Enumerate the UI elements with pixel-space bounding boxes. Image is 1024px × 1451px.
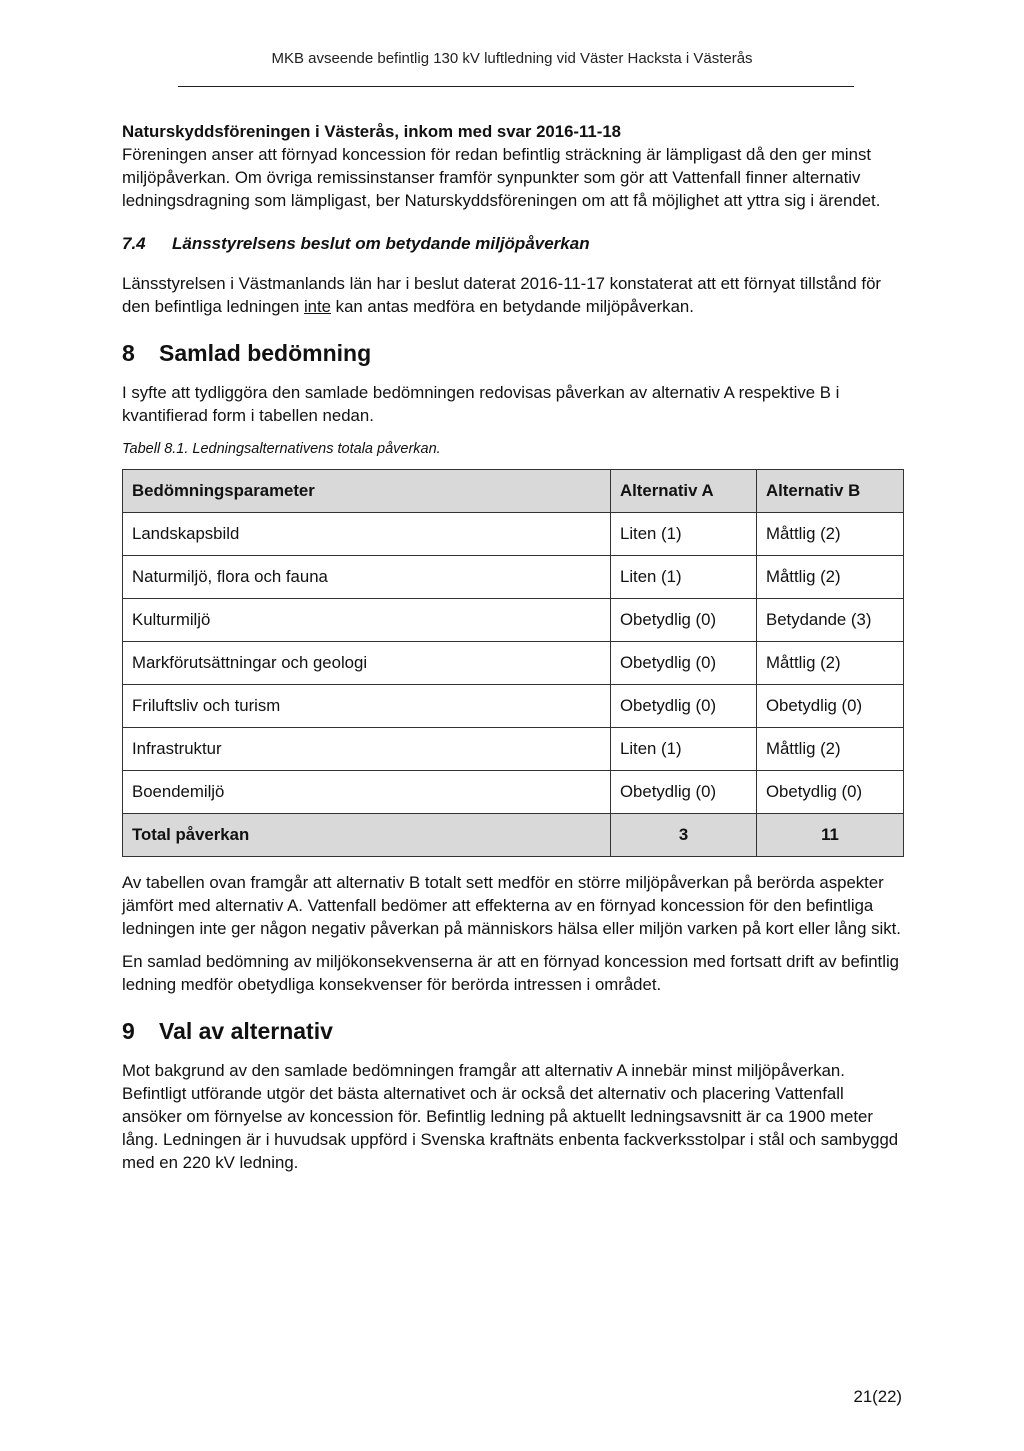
- table-cell: Måttlig (2): [757, 513, 904, 556]
- total-value-b: 11: [757, 814, 904, 857]
- section-number: 8: [122, 340, 135, 366]
- table-cell: Obetydlig (0): [611, 685, 757, 728]
- table-cell: Kulturmiljö: [123, 599, 611, 642]
- body-text-start: Länsstyrelsen i Västmanlands län har i beslut daterat 2016-11-17 konstaterat att ett förnyat tillstånd för den befintliga ledningen: [122, 274, 881, 316]
- section-title: Länsstyrelsens beslut om betydande miljöpåverkan: [172, 234, 590, 253]
- table-cell: Liten (1): [611, 513, 757, 556]
- header-divider: [178, 86, 854, 87]
- table-cell: Måttlig (2): [757, 728, 904, 771]
- document-body: [122, 120, 907, 1174]
- table-row: [123, 556, 904, 599]
- section-7-4-body: [122, 272, 907, 318]
- section-9-heading: [122, 1018, 907, 1045]
- table-total-row: [123, 814, 904, 857]
- table-cell: Boendemiljö: [123, 771, 611, 814]
- table-header-cell: Alternativ A: [611, 470, 757, 513]
- total-value-a: 3: [611, 814, 757, 857]
- nf-heading: Naturskyddsföreningen i Västerås, inkom med svar 2016-11-18: [122, 122, 621, 141]
- table-row: [123, 685, 904, 728]
- table-row: [123, 642, 904, 685]
- table-cell: Obetydlig (0): [611, 599, 757, 642]
- table-cell: Liten (1): [611, 556, 757, 599]
- table-header-cell: Bedömningsparameter: [123, 470, 611, 513]
- underlined-word: inte: [303, 297, 332, 316]
- table-header-cell: Alternativ B: [757, 470, 904, 513]
- body-text-end: kan antas medföra en betydande miljöpåverkan.: [331, 297, 694, 316]
- page-header: MKB avseende befintlig 130 kV luftledning vid Väster Hacksta i Västerås: [271, 50, 753, 67]
- table-cell: Måttlig (2): [757, 642, 904, 685]
- table-cell: Liten (1): [611, 728, 757, 771]
- table-row: [123, 771, 904, 814]
- table-cell: Obetydlig (0): [611, 642, 757, 685]
- section-9-body: Mot bakgrund av den samlade bedömningen framgår att alternativ A innebär minst miljöpåverkan. Befintligt utförande utgör det bästa alternativet och är också det alternativ och placering Vattenfall ansöker om förnyelse av koncession för. Befintlig ledning på aktuellt ledningsavsnitt är ca 1900 meter lång. Ledningen är i huvudsak uppförd i Svenska kraftnäts enbenta fackverksstolpar i stål och sambyggd med en 220 kV ledning.: [122, 1061, 899, 1172]
- page-number: 21(22): [853, 1387, 902, 1406]
- table-caption: Tabell 8.1. Ledningsalternativens totala påverkan.: [122, 441, 441, 457]
- impact-table: [122, 469, 904, 857]
- total-label: Total påverkan: [123, 814, 611, 857]
- section-number: 7.4: [122, 234, 146, 253]
- table-row: [123, 728, 904, 771]
- section-8-paragraph-1: Av tabellen ovan framgår att alternativ B totalt sett medför en större miljöpåverkan på berörda aspekter jämfört med alternativ A. Vattenfall bedömer att effekterna av en förnyad koncession för den befintliga ledningen inte ger någon negativ påverkan på människors hälsa eller miljön varken på kort eller lång sikt.: [122, 873, 901, 938]
- section-8-paragraph-2: En samlad bedömning av miljökonsekvenserna är att en förnyad koncession med fortsatt drift av befintlig ledning medför obetydliga konsekvenser för berörda intressen i området.: [122, 952, 900, 994]
- section-title: Samlad bedömning: [159, 340, 372, 366]
- table-row: [123, 513, 904, 556]
- table-cell: Obetydlig (0): [611, 771, 757, 814]
- table-cell: Måttlig (2): [757, 556, 904, 599]
- table-cell: Landskapsbild: [123, 513, 611, 556]
- table-cell: Obetydlig (0): [757, 771, 904, 814]
- table-cell: Betydande (3): [757, 599, 904, 642]
- section-7-4-heading: [122, 234, 907, 254]
- section-number: 9: [122, 1018, 135, 1044]
- table-cell: Markförutsättningar och geologi: [123, 642, 611, 685]
- table-row: [123, 599, 904, 642]
- table-cell: Friluftsliv och turism: [123, 685, 611, 728]
- table-cell: Obetydlig (0): [757, 685, 904, 728]
- nf-body: Föreningen anser att förnyad koncession för redan befintlig sträckning är lämpligast då den ger minst miljöpåverkan. Om övriga remissinstanser framför synpunkter som gör att Vattenfall finner alternativ ledningsdragning som lämpligast, ber Naturskyddsföreningen om att få möjlighet att yttra sig i ärendet.: [122, 145, 881, 210]
- table-header-row: [123, 470, 904, 513]
- table-cell: Infrastruktur: [123, 728, 611, 771]
- section-8-heading: [122, 340, 907, 367]
- table-cell: Naturmiljö, flora och fauna: [123, 556, 611, 599]
- section-title: Val av alternativ: [159, 1018, 333, 1044]
- section-8-intro: I syfte att tydliggöra den samlade bedömningen redovisas påverkan av alternativ A respektive B i kvantifierad form i tabellen nedan.: [122, 383, 840, 425]
